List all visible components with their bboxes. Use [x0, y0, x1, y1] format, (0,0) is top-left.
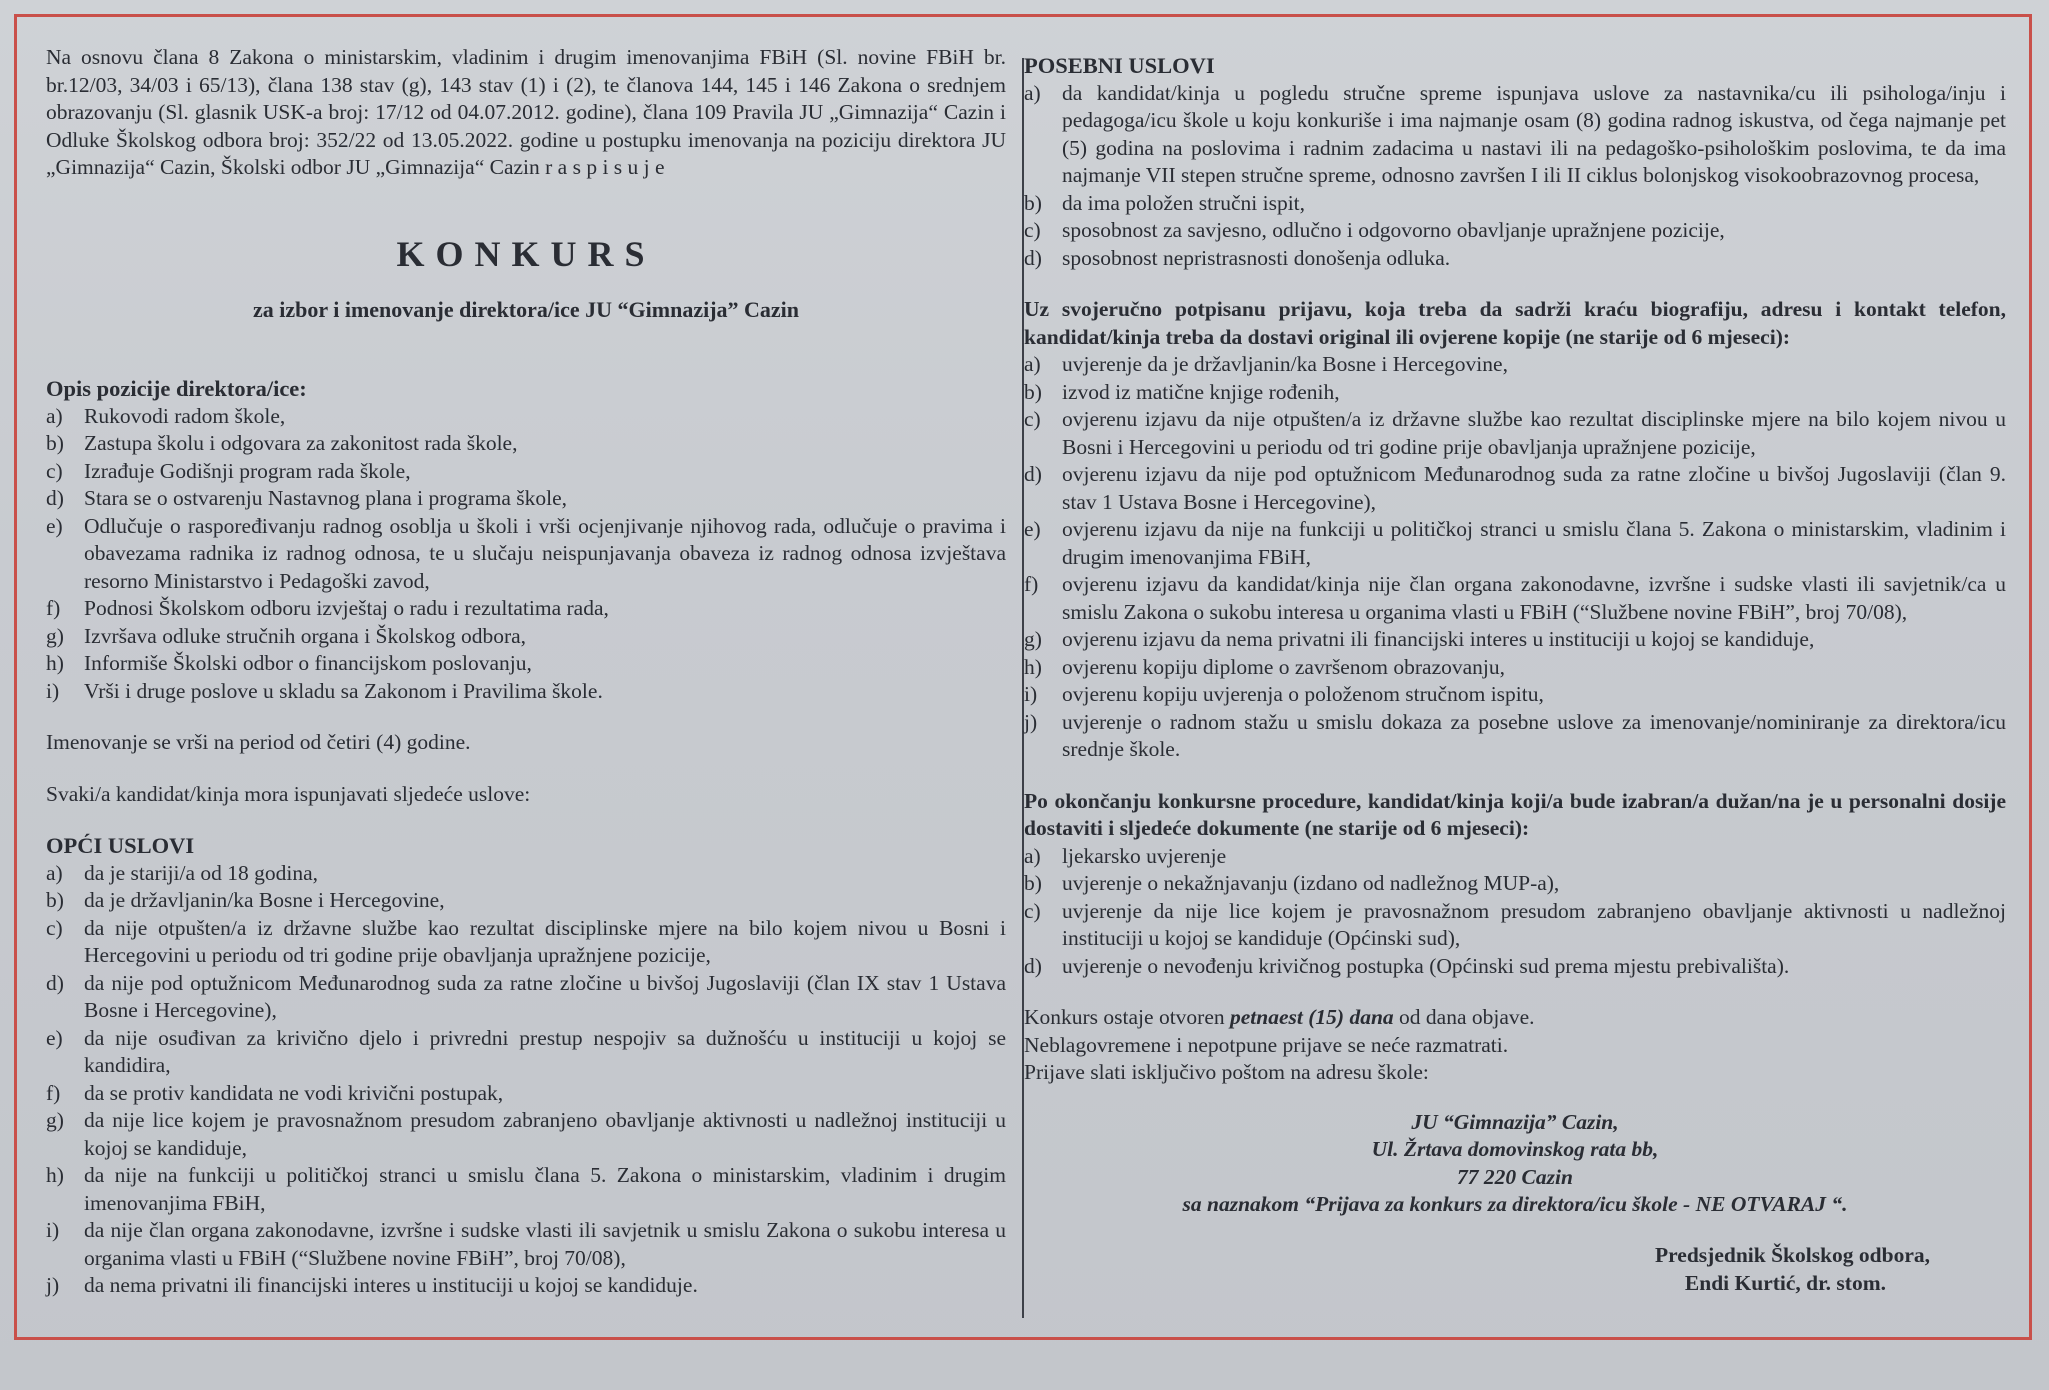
opis-heading: Opis pozicije direktora/ice:: [46, 376, 307, 401]
list-item-letter: e): [46, 1025, 63, 1050]
list-item-letter: f): [46, 1080, 61, 1105]
list-item: [46, 485, 1006, 513]
list-item: [1024, 80, 2006, 190]
list-item: [1024, 217, 2006, 245]
list-item-text: Zastupa školu i odgovara za zakonitost rada škole,: [84, 431, 518, 455]
list-item-letter: i): [46, 1218, 60, 1242]
list-item: [46, 458, 1006, 486]
list-item: [46, 970, 1006, 1025]
list-item: [46, 887, 1006, 915]
list-item: [46, 1107, 1006, 1162]
list-item-text: uvjerenje o radnom stažu u smislu dokaza za posebne uslove za imenovanje/nominiranje za direktora/icu srednje škole.: [1062, 709, 2006, 761]
list-item: [1024, 654, 2006, 682]
list-item-text: da nije na funkciji u političkoj stranci u smislu člana 5. Zakona o ministarskim, vladinim i drugim imenovanjima FBiH,: [84, 1163, 1006, 1215]
list-item: [1024, 571, 2006, 626]
intro-paragraph: Na osnovu člana 8 Zakona o ministarskim, vladinim i drugim imenovanjima FBiH (Sl. novine FBiH br. br.12/03, 34/03 i 65/13), člana 138 stav (g), 143 stav (1) i (2), te članova 144, 145 i 146 Zakona o srednjem obrazovanju (Sl. glasnik USK-a broj: 17/12 od 04.07.2012. godine), člana 109 Pravila JU „Gimnazija“ Cazin i Odluke Školskog odbora broj: 352/22 od 13.05.2022. godine u postupku imenovanja na poziciju direktora JU „Gimnazija“ Cazin, Školski odbor JU „Gimnazija“ Cazin r a s p i s u j e: [46, 45, 1006, 179]
list-item-letter: h): [46, 651, 64, 675]
list-item-letter: c): [1024, 898, 1041, 923]
list-item-text: da se protiv kandidata ne vodi krivični postupak,: [84, 1080, 504, 1105]
address-line: sa naznakom “Prijava za konkurs za direktora/icu škole - NE OTVARAJ “.: [1182, 1192, 1848, 1216]
list-item-text: ovjerenu kopiju diplome o završenom obrazovanju,: [1062, 654, 1506, 679]
address-block: [1024, 1109, 2006, 1219]
docs-list: [1024, 351, 2006, 764]
list-item-text: da nije otpušten/a iz državne službe kao rezultat disciplinske mjere na bilo kojem nivou u Bosni i Hercegovini u periodu od tri godine prije obavljanja upražnjene pozicije,: [84, 915, 1006, 967]
late-note: Neblagovremene i nepotpune prijave se neće razmatrati.: [1024, 1032, 1509, 1057]
list-item-letter: d): [1024, 245, 1042, 270]
page-title: KONKURS: [396, 233, 656, 274]
list-item-letter: h): [1024, 654, 1042, 679]
right-column: [1024, 52, 2006, 1297]
after-list: [1024, 843, 2006, 981]
list-item: [46, 1162, 1006, 1217]
list-item-letter: b): [46, 888, 64, 912]
list-item: [46, 430, 1006, 458]
list-item-text: da nije osuđivan za krivično djelo i privredni prestup nespojiv sa dužnošću u instituciji u kojoj se kandidira,: [84, 1025, 1006, 1077]
list-item-text: Odlučuje o raspoređivanju radnog osoblja u školi i vrši ocjenjivanje njihovog rada, odlučuje o pravima i obavezama radnika iz radnog odnosa, te u slučaju neispunjavanja obaveza iz radnog odnosa izvještava resorno Ministarstvo i Pedagoški zavod,: [84, 513, 1006, 593]
signature-name: Endi Kurtić, dr. stom.: [1684, 1270, 1886, 1295]
list-item-letter: d): [1024, 953, 1042, 978]
list-item-letter: c): [46, 915, 63, 940]
list-item-letter: a): [1024, 352, 1041, 376]
list-item: [1024, 461, 2006, 516]
list-item-text: izvod iz matične knjige rođenih,: [1062, 379, 1340, 404]
list-item-letter: a): [1024, 843, 1041, 868]
list-item-letter: d): [46, 970, 64, 995]
list-item-text: da ima položen stručni ispit,: [1062, 190, 1306, 215]
list-item-text: ovjerenu izjavu da kandidat/kinja nije član organa zakonodavne, izvršne i sudske vlasti ili savjetnik/ca u smislu Zakona o sukobu interesa u organima vlasti u FBiH (“Službene novine FBiH”, broj 70/08),: [1062, 572, 2006, 624]
send-note: Prijave slati isključivo poštom na adresu škole:: [1024, 1060, 1429, 1084]
list-item: [1024, 843, 2006, 871]
list-item-text: Informiše Školski odbor o financijskom poslovanju,: [84, 651, 532, 675]
opci-heading: OPĆI USLOVI: [46, 833, 195, 858]
list-item-text: da nije pod optužnicom Međunarodnog suda za ratne zločine u bivšoj Jugoslaviji (član IX stav 1 Ustava Bosne i Hercegovine),: [84, 970, 1006, 1022]
list-item-letter: a): [46, 403, 63, 428]
list-item-text: Rukovodi radom škole,: [84, 403, 286, 428]
list-item-letter: h): [46, 1163, 64, 1187]
list-item: [1024, 870, 2006, 898]
list-item-letter: g): [46, 1108, 64, 1132]
list-item: [46, 860, 1006, 888]
list-item-text: uvjerenje o nevođenju krivičnog postupka (Općinski sud prema mjestu prebivališta).: [1062, 953, 1790, 978]
list-item-text: ljekarsko uvjerenje: [1062, 843, 1227, 868]
list-item-letter: e): [1024, 517, 1041, 541]
list-item-letter: a): [46, 860, 63, 885]
docs-heading: Uz svojeručno potpisanu prijavu, koja treba da sadrži kraću biografiju, adresu i kontakt telefon, kandidat/kinja treba da dostavi original ili ovjerene kopije (ne starije od 6 mjeseci):: [1024, 297, 2006, 349]
list-item: [46, 678, 1006, 706]
left-column: [46, 44, 1006, 1300]
list-item-text: da nema privatni ili financijski interes u instituciji u kojoj se kandiduje.: [84, 1273, 698, 1297]
list-item-letter: c): [46, 458, 63, 483]
list-item-text: Stara se o ostvarenju Nastavnog plana i programa škole,: [84, 486, 568, 510]
list-item-letter: a): [1024, 80, 1041, 105]
list-item-text: Podnosi Školskom odboru izvještaj o radu i rezultatima rada,: [84, 596, 609, 620]
list-item-text: ovjerenu izjavu da nije na funkciji u političkoj stranci u smislu člana 5. Zakona o ministarskim, vladinim i drugim imenovanjima FBiH,: [1062, 517, 2006, 569]
list-item-text: da nije član organa zakonodavne, izvršne i sudske vlasti ili savjetnik u smislu Zakona o sukobu interesa u organima vlasti u FBiH (“Službene novine FBiH”, broj 70/08),: [84, 1218, 1006, 1270]
list-item: [46, 623, 1006, 651]
list-item: [46, 513, 1006, 596]
list-item-text: da nije lice kojem je pravosnažnom presudom zabranjeno obavljanje aktivnosti u nadležnoj instituciji u kojoj se kandiduje,: [84, 1108, 1006, 1160]
open-emphasis: petnaest (15) dana: [1230, 1005, 1394, 1029]
list-item-text: ovjerenu izjavu da nije otpušten/a iz državne službe kao rezultat disciplinske mjere na bilo kojem nivou u Bosni i Hercegovini u periodu od tri godine prije obavljanja upražnjene pozicije,: [1062, 407, 2006, 459]
posebni-list: [1024, 80, 2006, 273]
list-item-letter: g): [1024, 627, 1042, 651]
signature-title: Predsjednik Školskog odbora,: [1655, 1242, 1930, 1267]
list-item-text: ovjerenu izjavu da nema privatni ili financijski interes u instituciji u kojoj se kandiduje,: [1062, 627, 1815, 651]
list-item: [46, 595, 1006, 623]
list-item-text: Izvršava odluke stručnih organa i Školskog odbora,: [84, 623, 527, 648]
list-item-letter: d): [46, 486, 64, 510]
page-subtitle: za izbor i imenovanje direktora/ice JU “Gimnazija” Cazin: [252, 296, 800, 322]
list-item: [1024, 245, 2006, 273]
opis-list: [46, 403, 1006, 706]
list-item-text: uvjerenje o nekažnjavanju (izdano od nadležnog MUP-a),: [1062, 871, 1560, 895]
list-item: [1024, 681, 2006, 709]
list-item-letter: b): [1024, 871, 1042, 895]
list-item: [1024, 516, 2006, 571]
list-item-text: ovjerenu izjavu da nije pod optužnicom Međunarodnog suda za ratne zločine u bivšoj Jugoslaviji (član 9. stav 1 Ustava Bosne i Hercegovine),: [1062, 462, 2006, 514]
open-prefix: Konkurs ostaje otvoren: [1024, 1005, 1225, 1029]
list-item-letter: j): [46, 1273, 60, 1297]
list-item: [1024, 626, 2006, 654]
after-heading: Po okončanju konkursne procedure, kandidat/kinja koji/a bude izabran/a dužan/na je u personalni dosije dostaviti i sljedeće dokumente (ne starije od 6 mjeseci):: [1024, 788, 2006, 840]
list-item-letter: d): [1024, 462, 1042, 486]
list-item-letter: e): [46, 513, 63, 538]
address-line: JU “Gimnazija” Cazin,: [1411, 1109, 1619, 1134]
list-item-letter: b): [46, 431, 64, 455]
list-item: [46, 650, 1006, 678]
list-item-text: Vrši i druge poslove u skladu sa Zakonom i Pravilima škole.: [84, 678, 603, 703]
list-item-letter: f): [46, 596, 61, 620]
list-item: [1024, 379, 2006, 407]
list-item-letter: i): [1024, 682, 1038, 706]
list-item: [46, 1272, 1006, 1300]
list-item: [46, 403, 1006, 431]
list-item-letter: c): [1024, 407, 1041, 431]
list-item: [1024, 406, 2006, 461]
list-item-text: da je stariji/a od 18 godina,: [84, 860, 319, 885]
list-item: [1024, 898, 2006, 953]
open-suffix: od dana objave.: [1399, 1005, 1535, 1029]
list-item-text: sposobnost nepristrasnosti donošenja odluka.: [1062, 245, 1451, 270]
uslovi-intro: Svaki/a kandidat/kinja mora ispunjavati sljedeće uslove:: [46, 781, 531, 806]
list-item: [1024, 953, 2006, 981]
list-item-letter: c): [1024, 218, 1041, 242]
signature-block: [1024, 1241, 2006, 1297]
open-period: [1024, 1004, 2006, 1032]
list-item-text: Izrađuje Godišnji program rada škole,: [84, 458, 411, 483]
list-item-text: da kandidat/kinja u pogledu stručne spreme ispunjava uslove za nastavnika/cu ili psihologa/inju i pedagoga/icu škole u koju konkuriše i ima najmanje osam (8) godina radnog iskustva, od čega najmanje pet (5) godina na poslovima i radnim zadacima u nastavi ili na pedagoško-psihološkim poslovima, te da ima najmanje VII stepen stručne spreme, odnosno završen I ili II ciklus bolonjskog visokoobrazovnog procesa,: [1062, 80, 2006, 187]
list-item-text: uvjerenje da je državljanin/ka Bosne i Hercegovine,: [1062, 352, 1508, 376]
list-item: [46, 1217, 1006, 1272]
list-item-text: da je državljanin/ka Bosne i Hercegovine,: [84, 888, 445, 912]
list-item: [1024, 190, 2006, 218]
list-item-letter: j): [1024, 709, 1038, 734]
address-line: 77 220 Cazin: [1457, 1164, 1573, 1189]
period-text: Imenovanje se vrši na period od četiri (4) godine.: [46, 730, 471, 754]
list-item-letter: i): [46, 678, 60, 703]
list-item: [1024, 351, 2006, 379]
posebni-heading: POSEBNI USLOVI: [1024, 53, 1215, 78]
list-item: [1024, 709, 2006, 764]
list-item-letter: b): [1024, 190, 1042, 215]
list-item: [46, 1025, 1006, 1080]
list-item: [46, 1080, 1006, 1108]
list-item-text: uvjerenje da nije lice kojem je pravosnažnom presudom zabranjeno obavljanje aktivnosti u nadležnoj instituciji u kojoj se kandiduje (Općinski sud),: [1062, 898, 2006, 950]
opci-list: [46, 860, 1006, 1300]
list-item-letter: f): [1024, 572, 1039, 596]
list-item-letter: g): [46, 623, 64, 648]
address-line: Ul. Žrtava domovinskog rata bb,: [1371, 1137, 1659, 1161]
list-item-text: sposobnost za savjesno, odlučno i odgovorno obavljanje upražnjene pozicije,: [1062, 218, 1725, 242]
list-item-letter: b): [1024, 379, 1042, 404]
list-item-text: ovjerenu kopiju uvjerenja o položenom stručnom ispitu,: [1062, 682, 1544, 706]
list-item: [46, 915, 1006, 970]
